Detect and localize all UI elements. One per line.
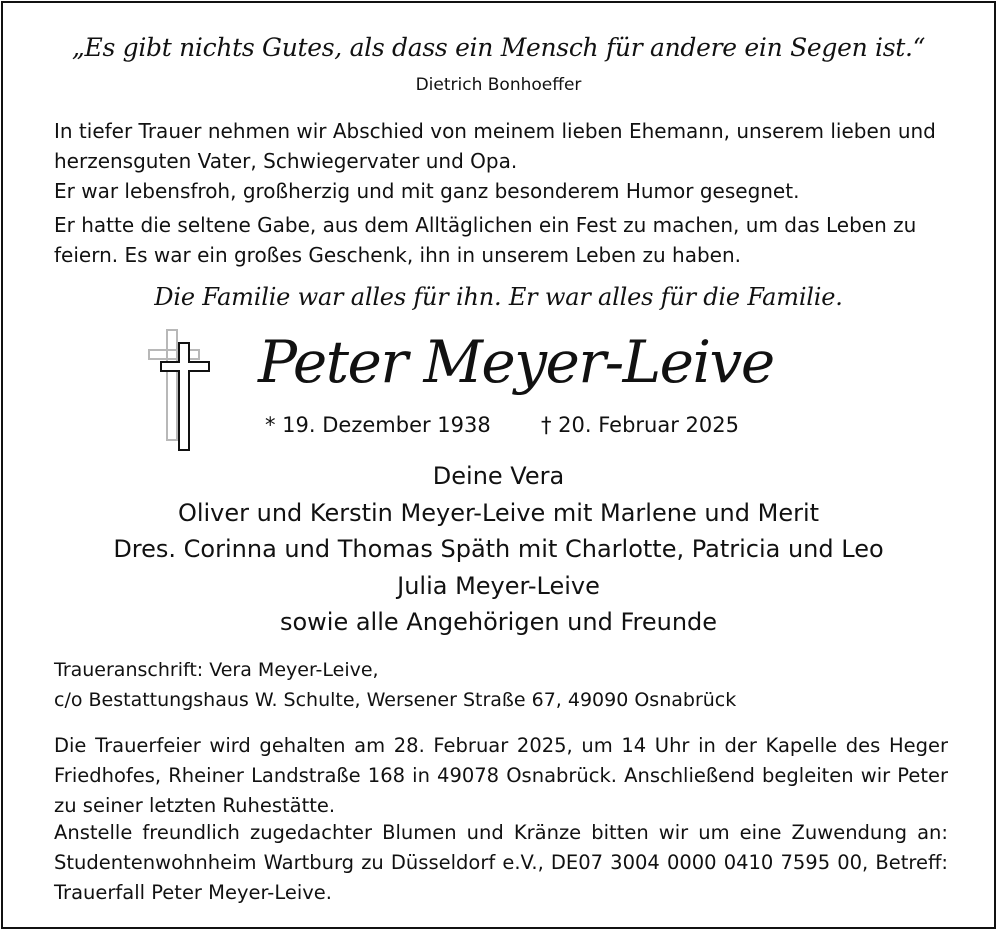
address-line: c/o Bestattungshaus W. Schulte, Wersener Straße 67, 49090 Osnabrück — [54, 689, 737, 711]
quote-author: Dietrich Bonhoeffer — [415, 75, 582, 95]
intro-paragraph: Er hatte die seltene Gabe, aus dem Alltäglichen ein Fest zu machen, um das Leben zu feiern. Es war ein großes Geschenk, ihn in unserem Leben zu haben. — [54, 213, 917, 267]
mourner-line: Julia Meyer-Leive — [397, 571, 600, 600]
donation-info: Anstelle freundlich zugedachter Blumen und Kränze bitten wir um eine Zuwendung an: Studentenwohnheim Wartburg zu Düsseldorf e.V., DE07 3004 0000 0410 7595 00, Betreff: Trauerfall Peter Meyer-Leive. — [54, 821, 948, 904]
intro-paragraph: In tiefer Trauer nehmen wir Abschied von meinem lieben Ehemann, unserem lieben und herzensguten Vater, Schwiegervater und Opa. — [54, 119, 936, 173]
birth-date: * 19. Dezember 1938 — [265, 413, 491, 437]
death-date: † 20. Februar 2025 — [541, 413, 739, 437]
mourner-line: Oliver und Kerstin Meyer-Leive mit Marlene und Merit — [177, 498, 820, 527]
mourning-address — [54, 655, 736, 715]
address-line: Traueranschrift: Vera Meyer-Leive, — [54, 659, 379, 681]
quote: „Es gibt nichts Gutes, als dass ein Mensch für andere ein Segen ist.“ — [71, 33, 926, 62]
cross-icon — [143, 328, 223, 453]
ceremony-info: Die Trauerfeier wird gehalten am 28. Februar 2025, um 14 Uhr in der Kapelle des Heger Friedhofes, Rheiner Landstraße 168 in 49078 Osnabrück. Anschließend begleiten wir Peter zu seiner letzten Ruhestätte. — [54, 734, 948, 817]
intro-paragraph: Er war lebensfroh, großherzig und mit ganz besonderem Humor gesegnet. — [54, 179, 800, 203]
deceased-name: Peter Meyer-Leive — [258, 328, 774, 396]
mourners-list — [3, 458, 994, 641]
family-motto: Die Familie war alles für ihn. Er war alles für die Familie. — [154, 283, 843, 311]
mourner-line: Dres. Corinna und Thomas Späth mit Charlotte, Patricia und Leo — [113, 535, 884, 563]
obituary-notice — [1, 1, 996, 929]
mourner-line: Deine Vera — [432, 462, 565, 490]
mourner-line: sowie alle Angehörigen und Freunde — [279, 608, 718, 636]
